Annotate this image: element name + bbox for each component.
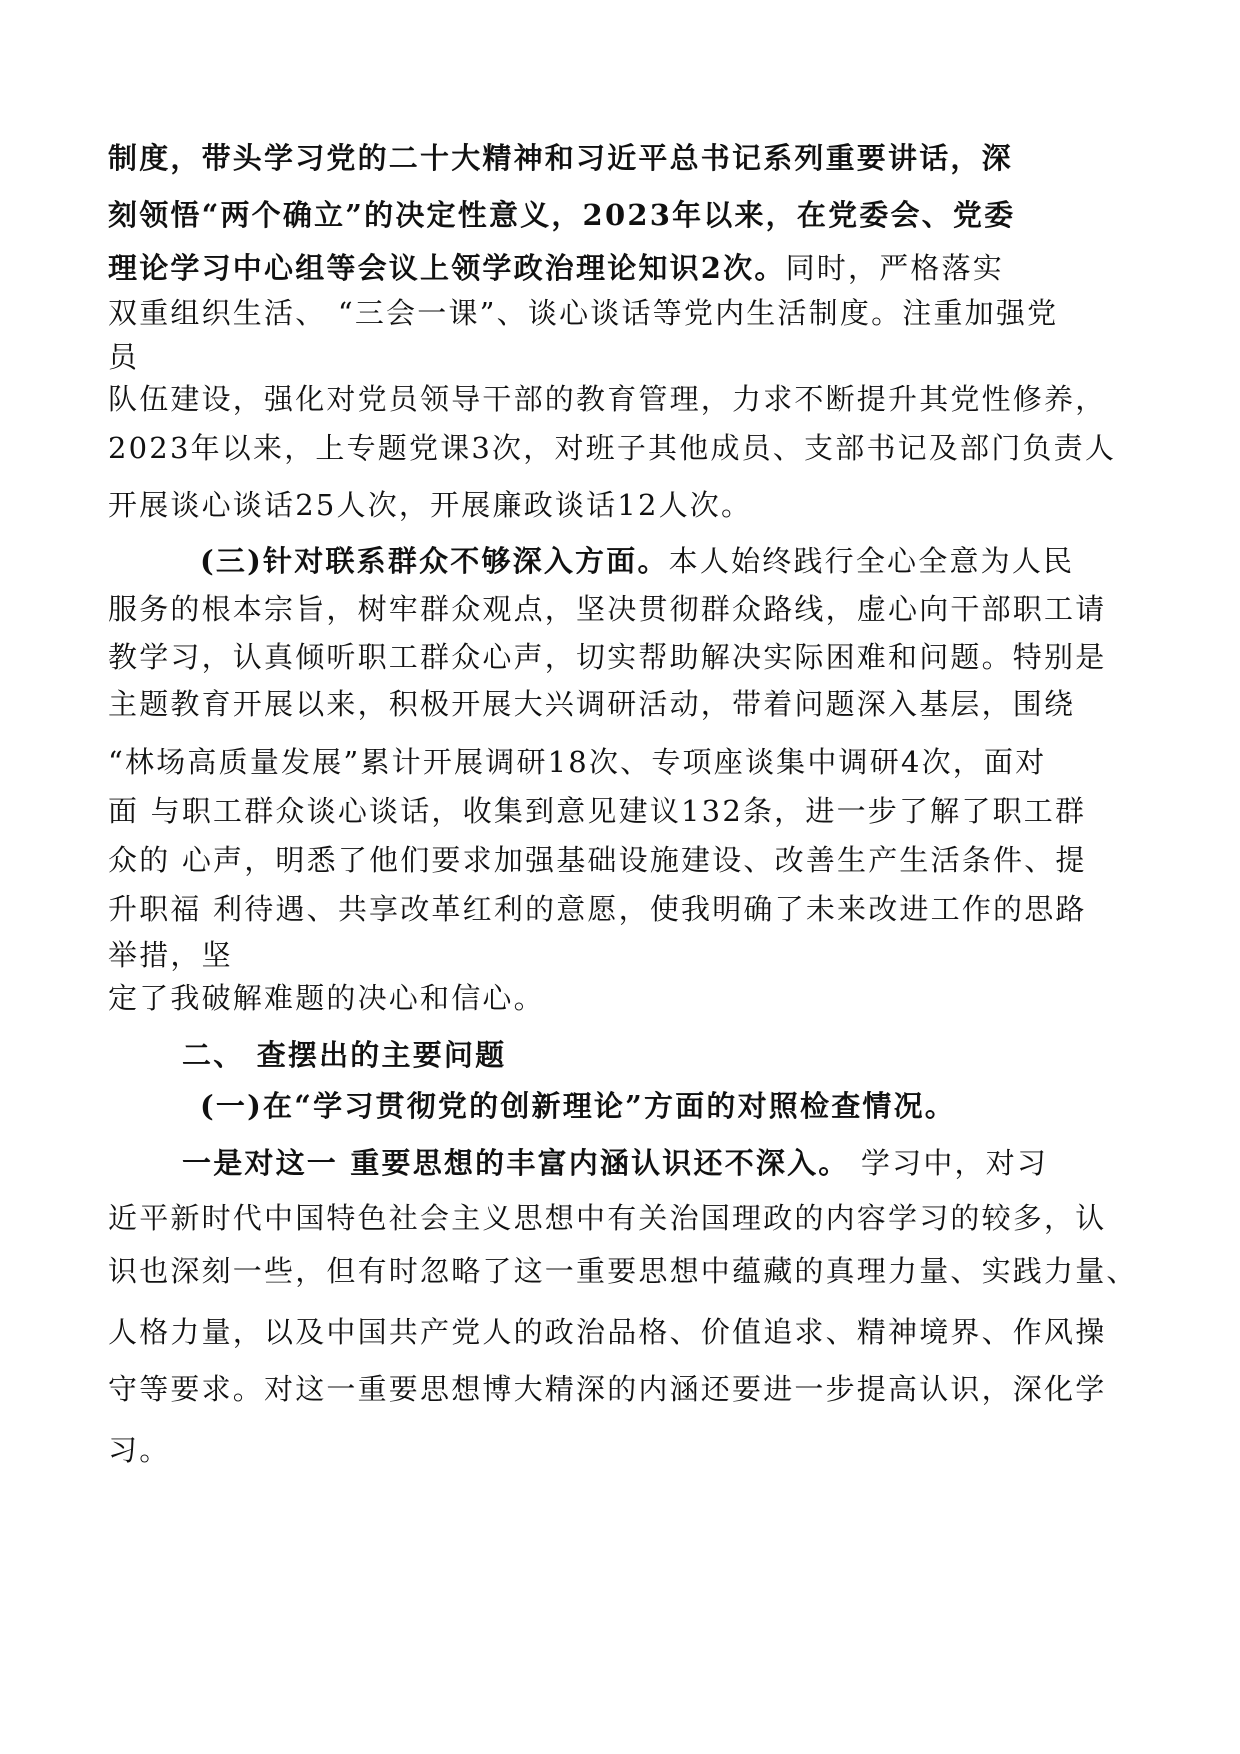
heading-level-1 — [182, 1035, 506, 1075]
body-line — [108, 379, 1106, 419]
body-text: 举措，坚 — [108, 938, 233, 972]
body-text: 定了我破解难题的决心和信心。 — [108, 981, 545, 1015]
body-text: 守等要求。对这一重要思想博大精深的内涵还要进一步提高认识，深化学 — [108, 1372, 1107, 1406]
body-text: 众的 心声，明悉了他们要求加强基础设施建设、改善生产生活条件、提 — [108, 843, 1087, 877]
body-text: 教学习，认真倾听职工群众心声，切实帮助解决实际困难和问题。特别是 — [108, 640, 1107, 674]
body-line — [108, 889, 1087, 929]
body-line — [108, 248, 1004, 288]
body-line — [108, 840, 1087, 880]
section-paragraph-start — [200, 541, 1074, 581]
heading-text: 二、 查摆出的主要问题 — [182, 1038, 507, 1072]
body-line — [108, 485, 752, 525]
body-line — [108, 1369, 1106, 1409]
body-text: 员 — [108, 340, 140, 374]
body-line — [108, 742, 1046, 782]
body-line — [108, 684, 1075, 724]
body-text: 服务的根本宗旨，树牢群众观点，坚决贯彻群众路线，虚心向干部职工请 — [108, 592, 1107, 626]
body-text: 同时，严格落实 — [785, 251, 1004, 285]
body-line — [108, 637, 1106, 677]
body-line — [108, 428, 1116, 468]
body-text: 人格力量，以及中国共产党人的政治品格、价值追求、精神境界、作风操 — [108, 1315, 1107, 1349]
bold-text: 刻领悟“两个确立”的决定性意义，2023年以来，在党委会、党委 — [108, 198, 1016, 232]
body-text: 2023年以来，上专题党课3次，对班子其他成员、支部书记及部门负责人 — [108, 431, 1117, 465]
heading-level-2 — [200, 1086, 956, 1126]
body-text: 队伍建设，强化对党员领导干部的教育管理，力求不断提升其党性修养， — [108, 382, 1107, 416]
bold-text: 一是对这一 重要思想的丰富内涵认识还不深入。 — [182, 1146, 850, 1180]
body-line — [108, 1198, 1106, 1238]
body-line — [108, 138, 1013, 178]
body-line — [108, 293, 1058, 333]
body-line — [108, 337, 139, 377]
body-text: 近平新时代中国特色社会主义思想中有关治国理政的内容学习的较多，认 — [108, 1201, 1107, 1235]
body-text: 本人始终践行全心全意为人民 — [668, 544, 1075, 578]
body-line — [108, 978, 545, 1018]
body-line — [108, 1312, 1106, 1352]
bold-text: 理论学习中心组等会议上领学政治理论知识2次。 — [108, 251, 786, 285]
body-text: 学习中，对习 — [849, 1146, 1049, 1180]
body-text: 习。 — [108, 1433, 171, 1467]
body-text: 面 与职工群众谈心谈话，收集到意见建议132条，进一步了解了职工群 — [108, 794, 1087, 828]
body-text: “林场高质量发展”累计开展调研18次、专项座谈集中调研4次，面对 — [108, 745, 1047, 779]
body-text: 双重组织生活、 “三会一课”、谈心谈话等党内生活制度。注重加强党 — [108, 296, 1059, 330]
body-text: 升职福 利待遇、共享改革红利的意愿，使我明确了未来改进工作的思路 — [108, 892, 1087, 926]
section-heading-text: (三)针对联系群众不够深入方面。 — [200, 544, 669, 578]
body-line — [108, 195, 1015, 235]
bold-text: 制度，带头学习党的二十大精神和习近平总书记系列重要讲话，深 — [108, 141, 1013, 175]
body-text: 主题教育开展以来，积极开展大兴调研活动，带着问题深入基层，围绕 — [108, 687, 1076, 721]
body-line — [108, 1430, 170, 1470]
body-line — [108, 935, 233, 975]
body-line — [108, 589, 1106, 629]
heading-text: (一)在“学习贯彻党的创新理论”方面的对照检查情况。 — [200, 1089, 957, 1123]
body-text: 开展谈心谈话25人次，开展廉政谈话12人次。 — [108, 488, 753, 522]
body-text: 识也深刻一些，但有时忽略了这一重要思想中蕴藏的真理力量、实践力量、 — [108, 1254, 1138, 1288]
body-line — [108, 1251, 1138, 1291]
body-line — [108, 791, 1086, 831]
section-paragraph-start — [182, 1143, 1048, 1183]
